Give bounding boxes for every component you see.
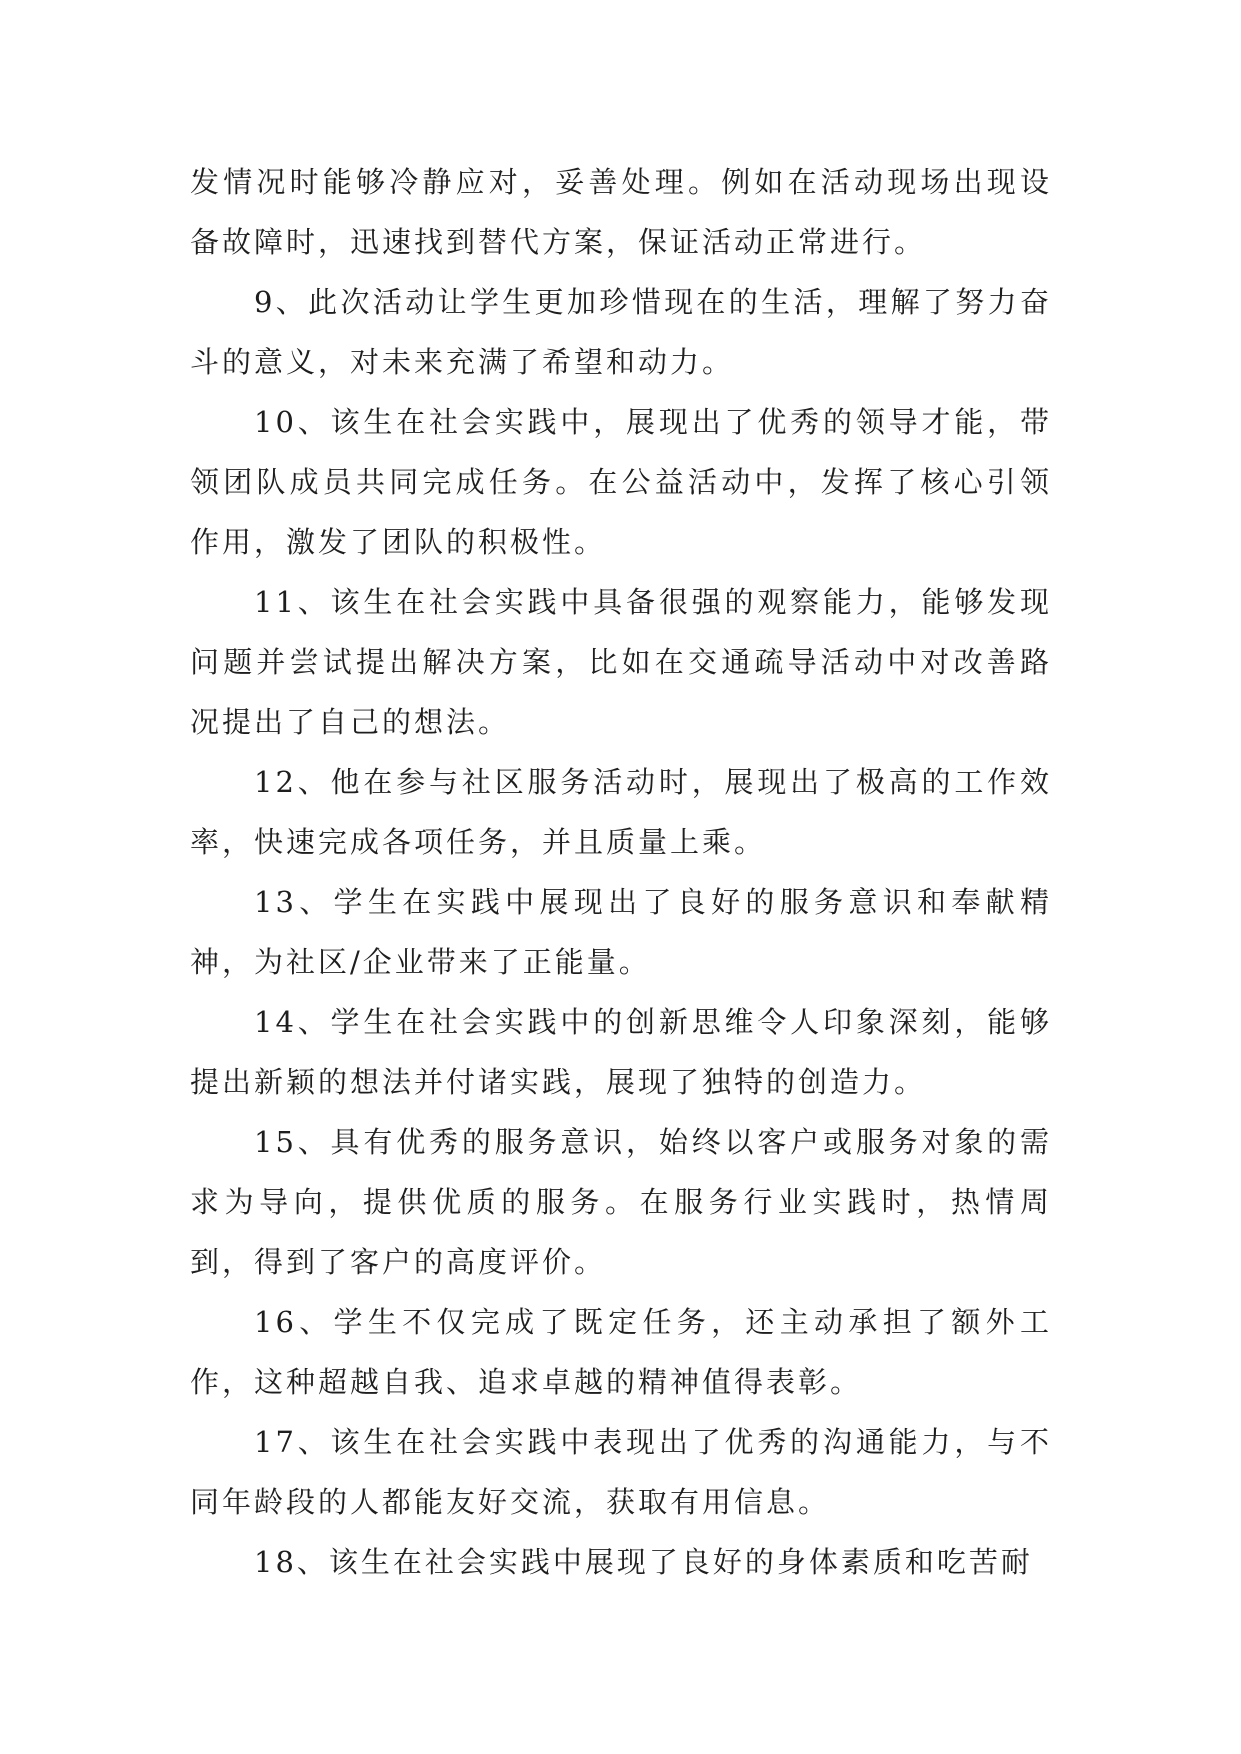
- paragraph-item-14: 14、学生在社会实践中的创新思维令人印象深刻，能够提出新颖的想法并付诸实践，展现了独特的创造力。: [190, 1005, 1052, 1099]
- paragraph-item-13: 13、学生在实践中展现出了良好的服务意识和奉献精神，为社区/企业带来了正能量。: [190, 885, 1052, 979]
- paragraph-item-17: 17、该生在社会实践中表现出了优秀的沟通能力，与不同年龄段的人都能友好交流，获取有用信息。: [190, 1425, 1052, 1519]
- document-body: [190, 152, 1052, 1592]
- paragraph-item-11: 11、该生在社会实践中具备很强的观察能力，能够发现问题并尝试提出解决方案，比如在交通疏导活动中对改善路况提出了自己的想法。: [190, 585, 1052, 739]
- paragraph-item-15: 15、具有优秀的服务意识，始终以客户或服务对象的需求为导向，提供优质的服务。在服务行业实践时，热情周到，得到了客户的高度评价。: [190, 1125, 1052, 1279]
- paragraph-continued: 发情况时能够冷静应对，妥善处理。例如在活动现场出现设备故障时，迅速找到替代方案，保证活动正常进行。: [190, 165, 1052, 259]
- paragraph-item-12: 12、他在参与社区服务活动时，展现出了极高的工作效率，快速完成各项任务，并且质量上乘。: [190, 765, 1052, 859]
- paragraph-item-9: 9、此次活动让学生更加珍惜现在的生活，理解了努力奋斗的意义，对未来充满了希望和动力。: [190, 285, 1052, 379]
- paragraph-item-16: 16、学生不仅完成了既定任务，还主动承担了额外工作，这种超越自我、追求卓越的精神值得表彰。: [190, 1305, 1052, 1399]
- paragraph-item-10: 10、该生在社会实践中，展现出了优秀的领导才能，带领团队成员共同完成任务。在公益活动中，发挥了核心引领作用，激发了团队的积极性。: [190, 405, 1052, 559]
- paragraph-item-18: 18、该生在社会实践中展现了良好的身体素质和吃苦耐: [254, 1545, 1033, 1579]
